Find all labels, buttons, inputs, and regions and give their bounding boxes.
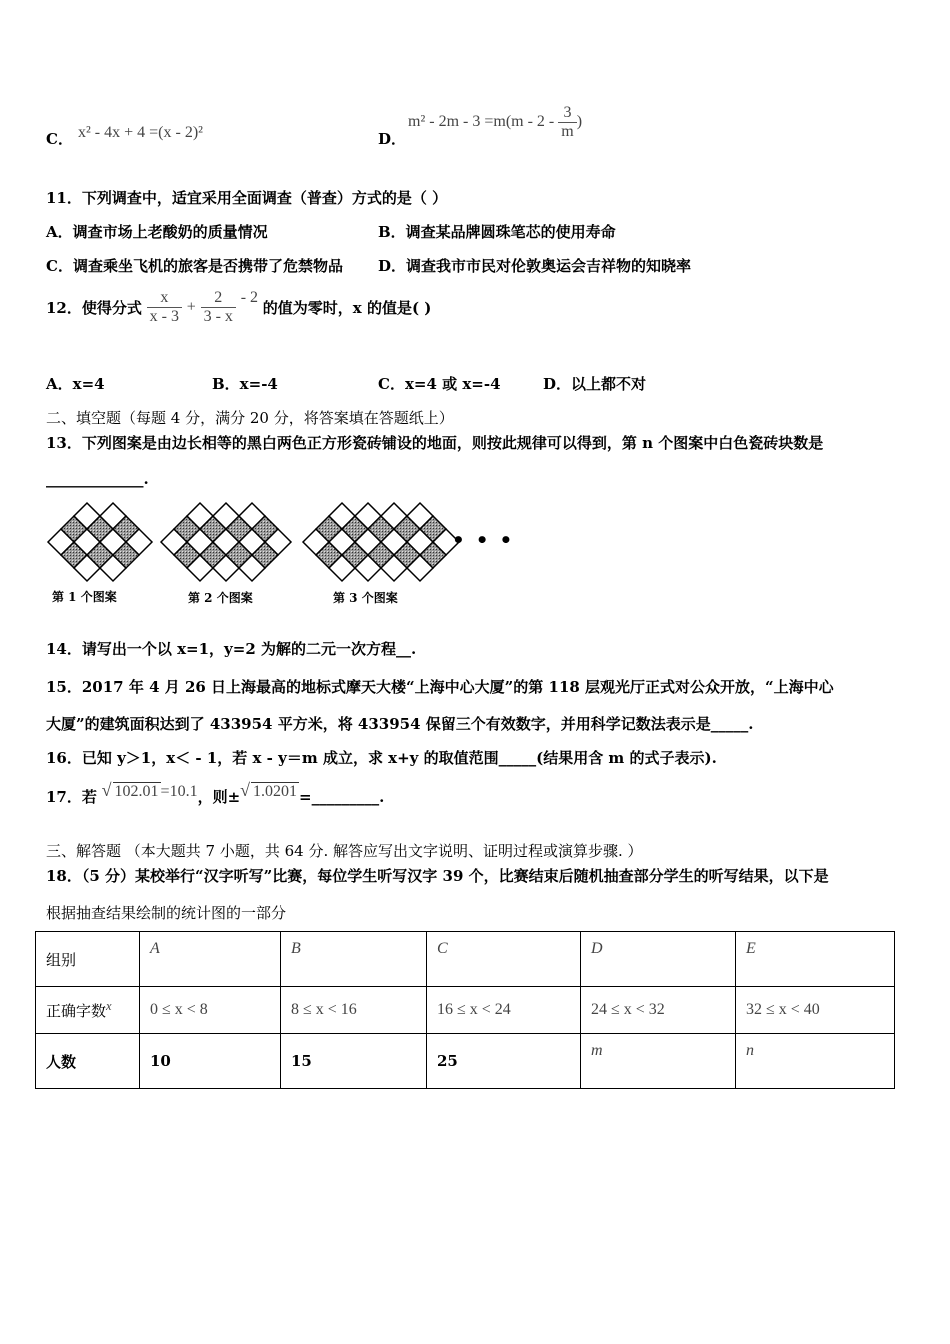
- q12-frac2-den: 3 - x: [203, 308, 233, 325]
- table-row-counts: [36, 1034, 895, 1089]
- q10-option-c-label: C．: [46, 130, 73, 148]
- q12-stem: [46, 289, 431, 326]
- q17-equals-1: =10.1: [160, 783, 198, 800]
- q10-option-c-expr: x² - 4x + 4 =(x - 2)²: [78, 124, 203, 141]
- q12-plus: +: [186, 298, 196, 316]
- q18-line-1: 18．（5 分）某校举行“汉字听写”比赛，每位学生听写汉字 39 个，比赛结束后随机抽查部分学生的听写结果，以下是: [46, 867, 829, 885]
- q17-radicand-1: 102.01: [114, 783, 159, 800]
- range-a: 0 ≤ x < 8: [140, 987, 281, 1034]
- q18-line-2: 根据抽查结果绘制的统计图的一部分: [46, 904, 287, 922]
- q11-stem: 11．下列调查中，适宜采用全面调查（普查）方式的是（ ）: [46, 189, 448, 207]
- q18-stats-table: [35, 931, 895, 1089]
- section3-title: 三、解答题 （本大题共 7 小题，共 64 分. 解答应写出文字说明、证明过程或演算步骤. ）: [46, 842, 643, 860]
- q10-d-expr-right: ): [576, 113, 583, 131]
- q12-fraction-1: [147, 289, 182, 326]
- table-row-ranges: [36, 987, 895, 1034]
- count-e: n: [736, 1034, 895, 1089]
- sqrt-icon-2: √: [240, 780, 251, 800]
- q12-option-a: A．x=4: [46, 375, 105, 393]
- sqrt-icon: √: [101, 780, 112, 800]
- q14-stem: 14．请写出一个以 x=1，y=2 为解的二元一次方程__.: [46, 640, 417, 658]
- table-row-groups: [36, 932, 895, 987]
- q13-tile-patterns: [40, 498, 480, 588]
- q11-option-b: B．调查某品牌圆珠笔芯的使用寿命: [378, 223, 616, 241]
- q12-prefix: 12．使得分式: [46, 299, 142, 317]
- q17-prefix: 17．若: [46, 788, 97, 806]
- q13-answer-blank: _____________.: [46, 470, 149, 488]
- pattern-2: [161, 503, 291, 581]
- q12-fraction-2: [201, 289, 236, 326]
- q10-d-expr-left: m² - 2m - 3 =m(m - 2 -: [408, 113, 555, 131]
- row-header-count: 人数: [36, 1034, 140, 1089]
- q17-suffix: =_________.: [299, 788, 385, 806]
- range-e: 32 ≤ x < 40: [736, 987, 895, 1034]
- q10-option-d-label: D．: [378, 130, 407, 148]
- q11-option-c: C．调查乘坐飞机的旅客是否携带了危禁物品: [46, 257, 343, 275]
- range-b: 8 ≤ x < 16: [281, 987, 427, 1034]
- x-mark: x: [106, 999, 112, 1013]
- group-d: D: [581, 932, 736, 987]
- q10-option-d-expr: [408, 104, 582, 141]
- q13-stem: 13．下列图案是由边长相等的黑白两色正方形瓷砖铺设的地面，则按此规律可以得到，第 n 个图案中白色瓷砖块数是: [46, 434, 824, 452]
- group-a: A: [140, 932, 281, 987]
- range-c: 16 ≤ x < 24: [427, 987, 581, 1034]
- group-b: B: [281, 932, 427, 987]
- q15-line-2: 大厦”的建筑面积达到了 433954 平方米，将 433954 保留三个有效数字，并用科学记数法表示是_____.: [46, 715, 754, 733]
- group-c: C: [427, 932, 581, 987]
- q13-caption-3: 第 3 个图案: [333, 591, 398, 605]
- q12-frac1-num: x: [147, 289, 182, 308]
- count-d: m: [581, 1034, 736, 1089]
- pattern-1: [48, 503, 152, 581]
- row-header-group: 组别: [36, 932, 140, 987]
- q12-option-c: C．x=4 或 x=-4: [378, 375, 501, 393]
- count-c: 25: [427, 1034, 581, 1089]
- count-a: 10: [140, 1034, 281, 1089]
- range-d: 24 ≤ x < 32: [581, 987, 736, 1034]
- q10-d-frac-den: m: [561, 123, 574, 140]
- row-header-correct: [36, 987, 140, 1034]
- q11-option-a: A．调查市场上老酸奶的质量情况: [46, 223, 268, 241]
- group-e: E: [736, 932, 895, 987]
- q15-line-1: 15．2017 年 4 月 26 日上海最高的地标式摩天大楼“上海中心大厦”的第 118 层观光厅正式对公众开放，“上海中心: [46, 678, 834, 696]
- q11-option-d: D．调查我市市民对伦敦奥运会吉祥物的知晓率: [378, 257, 692, 275]
- q13-ellipsis: • • •: [452, 528, 515, 552]
- q12-suffix: 的值为零时，x 的值是( ): [262, 299, 432, 317]
- q12-option-d: D．以上都不对: [543, 375, 647, 393]
- q13-caption-2: 第 2 个图案: [188, 591, 253, 605]
- q17-mid: ，则±: [197, 788, 241, 806]
- pattern-3: [303, 503, 459, 581]
- q10-d-fraction: [558, 104, 576, 141]
- q17-radicand-2: 1.0201: [253, 783, 298, 800]
- count-b: 15: [281, 1034, 427, 1089]
- q17-stem: [46, 780, 384, 807]
- section2-title: 二、填空题（每题 4 分，满分 20 分，将答案填在答题纸上）: [46, 409, 454, 427]
- q12-frac1-den: x - 3: [149, 308, 179, 325]
- q12-option-b: B．x=-4: [212, 375, 278, 393]
- q12-minus-two: - 2: [240, 289, 259, 306]
- q12-frac2-num: 2: [201, 289, 236, 308]
- q16-stem: 16．已知 y＞1，x＜ - 1，若 x - y＝m 成立，求 x+y 的取值范围_____(结果用含 m 的式子表示).: [46, 749, 717, 767]
- q13-caption-1: 第 1 个图案: [52, 590, 117, 604]
- q10-d-frac-num: 3: [558, 104, 576, 123]
- row-header-correct-label: 正确字数: [46, 1002, 107, 1020]
